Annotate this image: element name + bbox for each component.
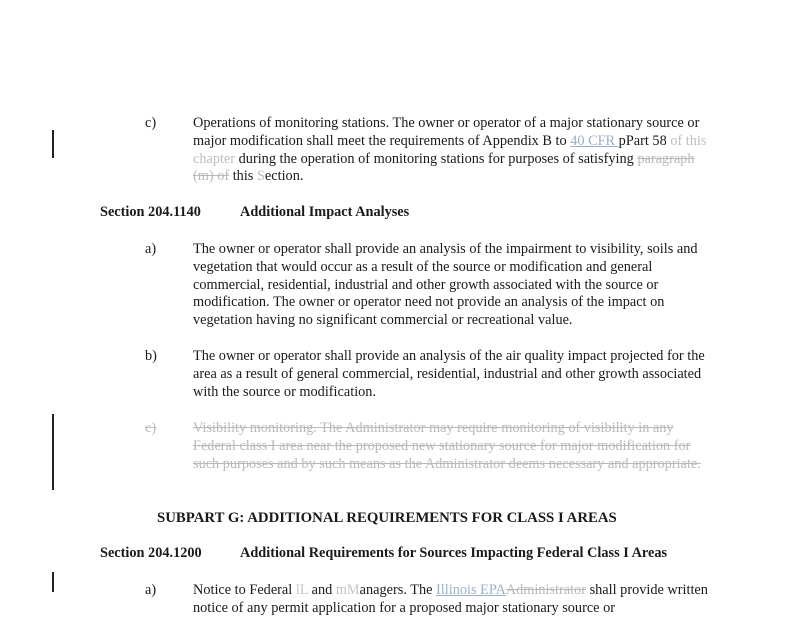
deleted-text: Administrator [505,582,587,598]
inserted-text: 40 CFR [570,132,619,149]
paragraph-label: c) [145,420,157,436]
paragraph-label: a) [145,241,157,257]
paragraph-label: c) [145,115,157,131]
deleted-text: of this chapter [193,132,707,167]
section-title: Additional Requirements for Sources Impacting Federal Class I Areas [240,545,668,561]
deleted-text: paragraph (m) of [193,150,695,185]
inserted-text: Illinois EPA [436,582,506,598]
revision-bar [52,414,54,490]
inserted-text: lL [295,582,309,598]
subpart-heading: SUBPART G: ADDITIONAL REQUIREMENTS FOR CLASS I AREAS [157,510,617,526]
paragraph-text: The owner or operator shall provide an analysis of the air quality impact projected for the area as a result of general commercial, residential, industrial and other growth associated with the source or modification. [193,348,705,400]
paragraph-text: The owner or operator shall provide an analysis of the impairment to visibility, soils and vegetation that would occur as a result of the source or modification and general commercial, residential, industrial and other growth associated with the source or modification. The owner or operator need not provide an analysis of the impact on vegetation having no significant commercial or recreational value. [193,241,698,329]
revision-bar [52,130,54,158]
section-title: Additional Impact Analyses [240,204,410,220]
paragraph-label: a) [145,582,157,598]
revision-bar [52,572,54,592]
inserted-text: mM [335,582,360,598]
section-number: Section 204.1140 [100,204,201,220]
paragraph-text: Notice to Federal lL and mManagers. The Illinois EPAAdministrator shall provide written notice of any permit application for a proposed major stationary source or [193,582,708,616]
inserted-text: S [256,168,265,185]
paragraph-text: Operations of monitoring stations. The owner or operator of a major stationary source or major modification shall meet the requirements of Appendix B to 40 CFR pPart 58 of this chapter during the operation of monitoring stations for purposes of satisfying paragraph (m) of this Section. [193,115,707,185]
paragraph-label: b) [145,348,157,364]
section-number: Section 204.1200 [100,545,202,561]
deleted-paragraph-text: Visibility monitoring. The Administrator may require monitoring of visibility in any Federal class I area near the proposed new stationary source for major modification for such purposes and by such means as the Administrator deems necessary and appropriate. [193,420,701,472]
